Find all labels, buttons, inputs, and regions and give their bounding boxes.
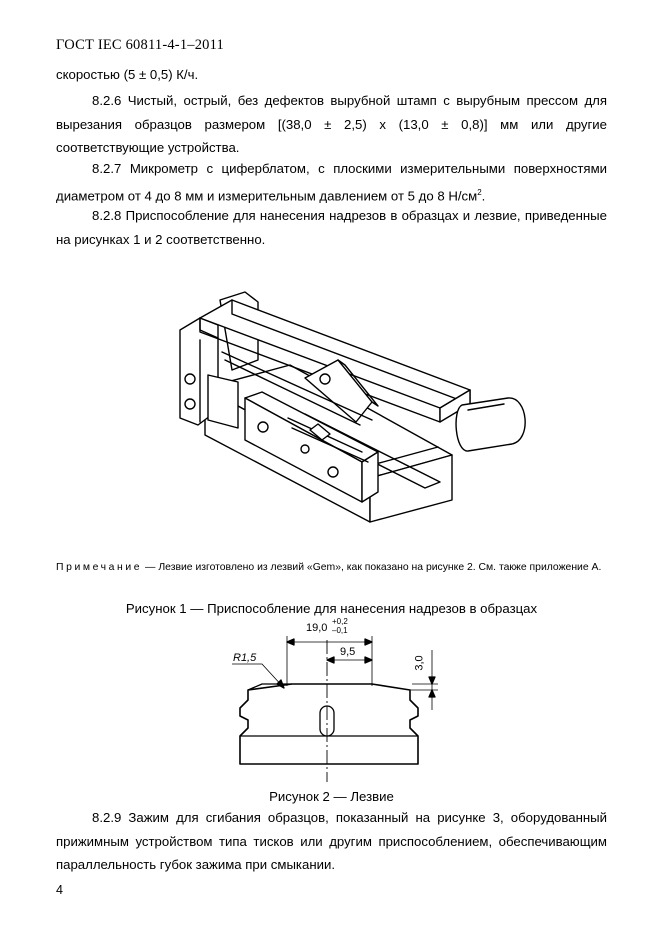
note-label: Примечание — [56, 562, 143, 573]
superscript: 2 — [477, 187, 482, 197]
paragraph-8-2-6: 8.2.6 Чистый, острый, без дефектов вырубной штамп с вырубным прессом для вырезания образцов размером [(38,0 ± 2,5) х (13,0 ± 0,8)] мм или другие соответствующие устройства. — [56, 93, 607, 155]
paragraph-8-2-7-text: 8.2.7 Микрометр с циферблатом, с плоскими измерительными поверхностями диаметром от 4 до 8 мм и измерительным давлением от 5 до 8 Н/см — [56, 161, 607, 203]
dimension-height: 3,0 — [413, 655, 426, 671]
dimension-tolerance — [332, 617, 348, 635]
paragraph-8-2-8: 8.2.8 Приспособление для нанесения надрезов в образцах и лезвие, приведенные на рисунках 1 и 2 соответственно. — [56, 208, 607, 247]
dimension-width-value: 19,0 — [306, 622, 328, 634]
figure-2-caption: Рисунок 2 — Лезвие — [269, 789, 394, 804]
dimension-width — [306, 622, 327, 634]
tolerance-upper: +0,2 — [332, 617, 348, 626]
paragraph-8-2-7-end: . — [481, 187, 486, 203]
note-text: — Лезвие изготовлено из лезвий «Gem», как показано на рисунке 2. См. также приложение А. — [142, 562, 602, 573]
dimension-half-width: 9,5 — [340, 646, 356, 658]
figure-1-caption: Рисунок 1 — Приспособление для нанесения надрезов в образцах — [125, 601, 538, 616]
page-number: 4 — [56, 883, 63, 897]
paragraph-8-2-9: 8.2.9 Зажим для сгибания образцов, показанный на рисунке 3, оборудованный прижимным устройством типа тисков или другим приспособлением, обеспечивающим параллельность губок зажима при смыкании. — [56, 810, 607, 872]
tolerance-lower: –0,1 — [332, 626, 348, 635]
paragraph-continuation: скоростью (5 ± 0,5) К/ч. — [56, 67, 199, 82]
document-header: ГОСТ IEC 60811-4-1–2011 — [56, 37, 224, 53]
dimension-radius: R1,5 — [233, 652, 257, 664]
